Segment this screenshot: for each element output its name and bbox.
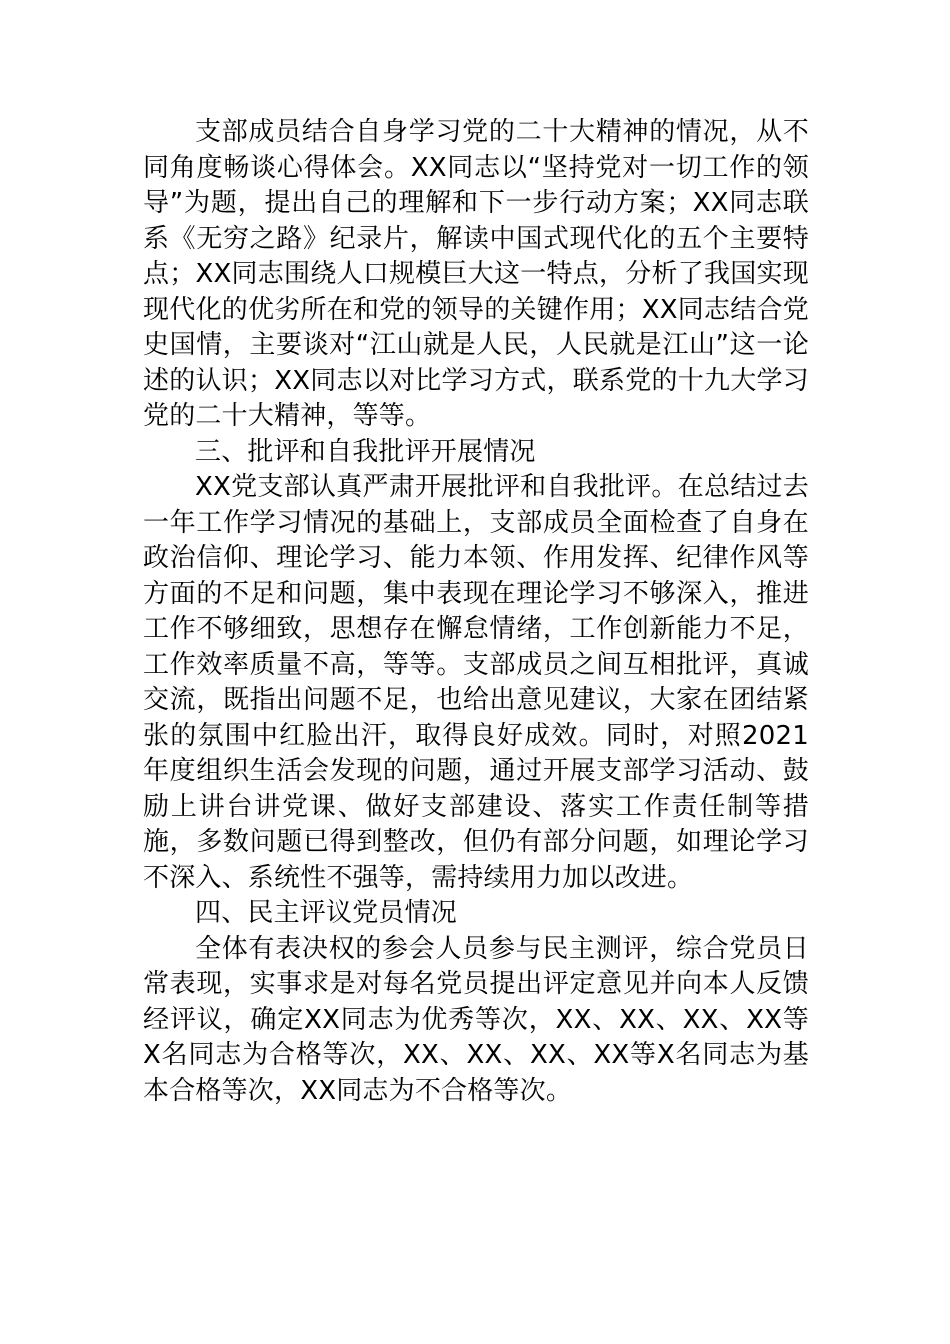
paragraph-criticism: XX党支部认真严肃开展批评和自我批评。在总结过去一年工作学习情况的基础上，支部成员全面检查了自身在政治信仰、理论学习、能力本领、作用发挥、纪律作风等方面的不足和问题，集中表现在理论学习不够深入，推进工作不够细致，思想存在懈怠情绪，工作创新能力不足，工作效率质量不高，等等。支部成员之间互相批评，真诚交流，既指出问题不足，也给出意见建议，大家在团结紧张的氛围中红脸出汗，取得良好成效。同时，对照2021年度组织生活会发现的问题，通过开展支部学习活动、鼓励上讲台讲党课、做好支部建设、落实工作责任制等措施，多数问题已得到整改，但仍有部分问题，如理论学习不深入、系统性不强等，需持续用力加以改进。 <box>143 472 809 893</box>
document-page <box>143 115 809 1109</box>
paragraph-evaluation: 全体有表决权的参会人员参与民主测评，综合党员日常表现，实事求是对每名党员提出评定意见并向本人反馈经评议，确定XX同志为优秀等次，XX、XX、XX、XX等X名同志为合格等次，XX、XX、XX、XX等X名同志为基本合格等次，XX同志为不合格等次。 <box>143 933 809 1106</box>
section-heading-criticism: 三、批评和自我批评开展情况 <box>195 436 536 467</box>
paragraph-member-study: 支部成员结合自身学习党的二十大精神的情况，从不同角度畅谈心得体会。XX同志以“坚持党对一切工作的领导”为题，提出自己的理解和下一步行动方案；XX同志联系《无穷之路》纪录片，解读中国式现代化的五个主要特点；XX同志围绕人口规模巨大这一特点，分析了我国实现现代化的优劣所在和党的领导的关键作用；XX同志结合党史国情，主要谈对“江山就是人民，人民就是江山”这一论述的认识；XX同志以对比学习方式，联系党的十九大学习党的二十大精神，等等。 <box>143 117 809 431</box>
section-heading-evaluation: 四、民主评议党员情况 <box>195 898 458 928</box>
